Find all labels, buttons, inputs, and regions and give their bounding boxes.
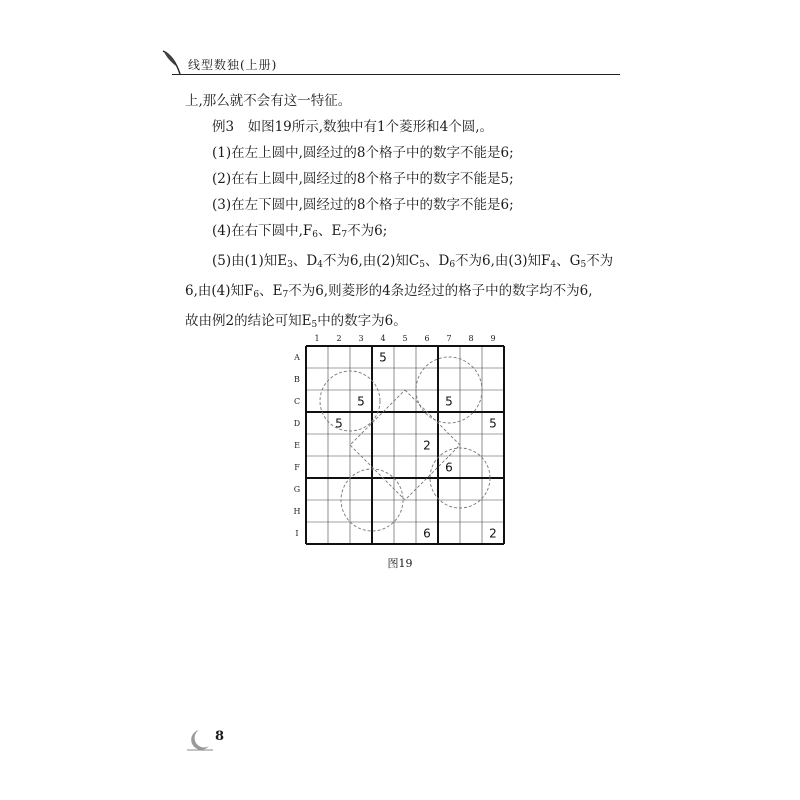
paragraph-2 — [185, 114, 615, 140]
column-label: 1 — [314, 334, 320, 343]
text-run: 4 — [317, 260, 323, 270]
text-run: (2)在右上圆中,圆经过的8个格子中的数字不能是5; — [212, 171, 514, 187]
paragraph-8 — [185, 278, 615, 308]
paragraph-1 — [185, 88, 615, 114]
column-label: 7 — [446, 334, 452, 343]
text-run: 不为 — [586, 253, 614, 269]
given-digit: 6 — [423, 526, 431, 541]
running-header — [160, 48, 620, 76]
text-run: 6 — [253, 290, 260, 300]
text-run: 、D — [424, 253, 450, 269]
given-digit: 5 — [379, 350, 387, 365]
text-run: 、D — [292, 253, 318, 269]
given-digit: 5 — [357, 394, 365, 409]
text-run: 例3 如图19所示,数独中有1个菱形和4个圆,。 — [212, 119, 494, 135]
paragraph-4 — [185, 166, 615, 192]
text-run: 6 — [449, 260, 456, 270]
text-run: (4)在右下圆中,F — [212, 223, 313, 239]
text-run: (1)在左上圆中,圆经过的8个格子中的数字不能是6; — [212, 145, 514, 161]
row-label: A — [294, 353, 300, 362]
paragraph-5 — [185, 192, 615, 218]
text-run: 6 — [312, 230, 319, 240]
body-text — [185, 88, 615, 338]
crescent-moon-icon — [185, 728, 213, 752]
dashed-diamond — [350, 390, 460, 500]
text-run: 上,那么就不会有这一特征。 — [185, 93, 352, 109]
text-run: 7 — [341, 230, 348, 240]
given-digit: 6 — [445, 460, 453, 475]
given-digit: 2 — [423, 438, 431, 453]
text-run: 不为6,由(3)知F — [455, 253, 551, 269]
text-run: 不为6; — [347, 223, 388, 239]
paragraph-6 — [185, 218, 615, 248]
text-run: 5 — [419, 260, 425, 270]
page-footer — [185, 728, 265, 752]
column-label: 5 — [402, 334, 408, 343]
column-label: 3 — [358, 334, 364, 343]
text-run: 4 — [550, 260, 557, 270]
text-run: 故由例2的结论可知E — [185, 313, 312, 329]
given-digit: 5 — [489, 416, 497, 431]
row-label: I — [295, 529, 299, 538]
text-run: 7 — [282, 290, 289, 300]
given-digit: 5 — [335, 416, 343, 431]
text-run: 、E — [259, 283, 283, 299]
text-run: 6,由(4)知F — [185, 283, 254, 299]
text-run: 5 — [580, 260, 587, 270]
sudoku-figure — [282, 330, 522, 560]
row-label: E — [294, 441, 300, 450]
text-run: 3 — [287, 260, 293, 270]
row-label: F — [294, 463, 300, 472]
page-number: 8 — [215, 729, 225, 744]
text-run: (3)在左下圆中,圆经过的8个格子中的数字不能是6; — [212, 197, 514, 213]
text-run: 、E — [318, 223, 342, 239]
text-run: 不为6,则菱形的4条边经过的格子中的数字均不为6, — [288, 283, 593, 299]
figure-caption: 图19 — [387, 557, 413, 570]
column-label: 4 — [380, 334, 386, 343]
text-run: 中的数字为6。 — [317, 313, 407, 329]
text-run: 5 — [311, 320, 318, 330]
column-label: 8 — [468, 334, 474, 343]
column-label: 2 — [336, 334, 342, 343]
paragraph-3 — [185, 140, 615, 166]
row-label: G — [293, 485, 301, 494]
column-label: 6 — [424, 334, 430, 343]
row-label: D — [293, 419, 301, 428]
paragraph-7 — [185, 248, 615, 278]
given-digit: 2 — [489, 526, 497, 541]
text-run: 、G — [556, 253, 581, 269]
row-label: B — [294, 375, 300, 384]
header-rule — [172, 74, 620, 75]
text-run: (5)由(1)知E — [212, 253, 288, 269]
row-label: C — [293, 397, 301, 406]
given-digit: 5 — [445, 394, 453, 409]
header-title: 线型数独(上册) — [188, 58, 278, 72]
sudoku-grid — [282, 330, 522, 560]
row-label: H — [293, 507, 301, 516]
text-run: 不为6,由(2)知C — [322, 253, 420, 269]
column-label: 9 — [490, 334, 496, 343]
